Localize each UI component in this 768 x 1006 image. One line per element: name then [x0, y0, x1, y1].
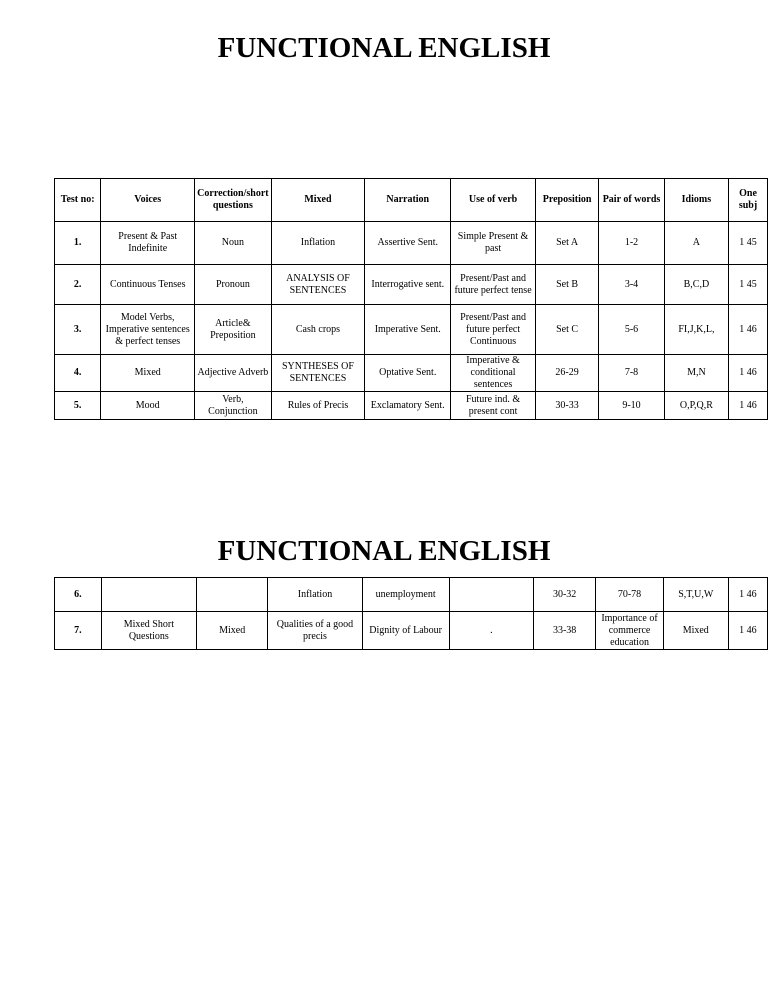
table-cell: Set C [535, 305, 598, 355]
table-cell: 1 46 [729, 305, 768, 355]
table-cell: 4. [55, 355, 101, 392]
table-cell: 1. [55, 222, 101, 265]
table-cell: 9-10 [599, 392, 665, 420]
table-cell: 1 45 [729, 265, 768, 305]
table-row [55, 578, 768, 612]
table-cell: Dignity of Labour [362, 612, 449, 650]
table-cell: Mixed [101, 355, 195, 392]
table-cell: Pronoun [195, 265, 271, 305]
table-cell: Present & Past Indefinite [101, 222, 195, 265]
table-cell [101, 578, 196, 612]
page-title: FUNCTIONAL ENGLISH [217, 32, 551, 64]
table-cell: 1 46 [728, 578, 767, 612]
table-cell: 70-78 [596, 578, 663, 612]
table-cell: Inflation [268, 578, 362, 612]
table-row [55, 612, 768, 650]
table-cell: Assertive Sent. [365, 222, 451, 265]
header-cell: Pair of words [599, 179, 665, 222]
table-cell: Exclamatory Sent. [365, 392, 451, 420]
table-cell: Continuous Tenses [101, 265, 195, 305]
table-cell: 5-6 [599, 305, 665, 355]
table-cell: Model Verbs, Imperative sentences & perfect tenses [101, 305, 195, 355]
table-cell: . [449, 612, 533, 650]
table-cell: 7-8 [599, 355, 665, 392]
table-cell: Simple Present & past [451, 222, 536, 265]
table-cell: unemployment [362, 578, 449, 612]
table-cell: 3. [55, 305, 101, 355]
table-cell: 26-29 [535, 355, 598, 392]
table-cell: 30-33 [535, 392, 598, 420]
table-cell: Imperative & conditional sentences [451, 355, 536, 392]
table-cell: Inflation [271, 222, 365, 265]
table-cell: Present/Past and future perfect tense [451, 265, 536, 305]
table-cell: Set A [535, 222, 598, 265]
table-cell: 30-32 [533, 578, 595, 612]
header-cell: One subj [729, 179, 768, 222]
table-cell [196, 578, 268, 612]
header-cell: Narration [365, 179, 451, 222]
table-cell: Article& Preposition [195, 305, 271, 355]
table-cell: S,T,U,W [663, 578, 728, 612]
table-cell: SYNTHESES OF SENTENCES [271, 355, 365, 392]
table-cell: M,N [664, 355, 728, 392]
table-row [55, 355, 768, 392]
table-cell: Mixed Short Questions [101, 612, 196, 650]
table-cell: 5. [55, 392, 101, 420]
table-cell: Importance of commerce education [596, 612, 663, 650]
table-cell: Mixed [196, 612, 268, 650]
table-cell: Qualities of a good precis [268, 612, 362, 650]
table-cell: 6. [55, 578, 102, 612]
table-cell [449, 578, 533, 612]
header-cell: Test no: [55, 179, 101, 222]
table-row [55, 265, 768, 305]
table-cell: 1 46 [728, 612, 767, 650]
table-cell: Optative Sent. [365, 355, 451, 392]
table-cell: 1 45 [729, 222, 768, 265]
table-row [55, 222, 768, 265]
schedule-table [54, 178, 768, 420]
table-cell: Future ind. & present cont [451, 392, 536, 420]
table-row [55, 305, 768, 355]
table-cell: Adjective Adverb [195, 355, 271, 392]
table-cell: B,C,D [664, 265, 728, 305]
table-cell: Cash crops [271, 305, 365, 355]
table-cell: Rules of Precis [271, 392, 365, 420]
table-cell: Present/Past and future perfect Continuous [451, 305, 536, 355]
header-row [55, 179, 768, 222]
table-cell: ANALYSIS OF SENTENCES [271, 265, 365, 305]
header-cell: Mixed [271, 179, 365, 222]
table-cell: O,P,Q,R [664, 392, 728, 420]
schedule-table-continued [54, 577, 768, 650]
table-cell: 3-4 [599, 265, 665, 305]
table-cell: Noun [195, 222, 271, 265]
table-cell: Verb, Conjunction [195, 392, 271, 420]
table-cell: 1 46 [729, 355, 768, 392]
header-cell: Use of verb [451, 179, 536, 222]
table-cell: 7. [55, 612, 102, 650]
table-cell: Mood [101, 392, 195, 420]
header-cell: Preposition [535, 179, 598, 222]
section-title: FUNCTIONAL ENGLISH [217, 535, 551, 567]
header-cell: Idioms [664, 179, 728, 222]
table-cell: Imperative Sent. [365, 305, 451, 355]
table-cell: Interrogative sent. [365, 265, 451, 305]
table-cell: Mixed [663, 612, 728, 650]
table-cell: A [664, 222, 728, 265]
header-cell: Correction/short questions [195, 179, 271, 222]
header-cell: Voices [101, 179, 195, 222]
table-cell: FI,J,K,L, [664, 305, 728, 355]
table-cell: Set B [535, 265, 598, 305]
table-cell: 1 46 [729, 392, 768, 420]
table-row [55, 392, 768, 420]
table-cell: 33-38 [533, 612, 595, 650]
table-cell: 2. [55, 265, 101, 305]
table-cell: 1-2 [599, 222, 665, 265]
